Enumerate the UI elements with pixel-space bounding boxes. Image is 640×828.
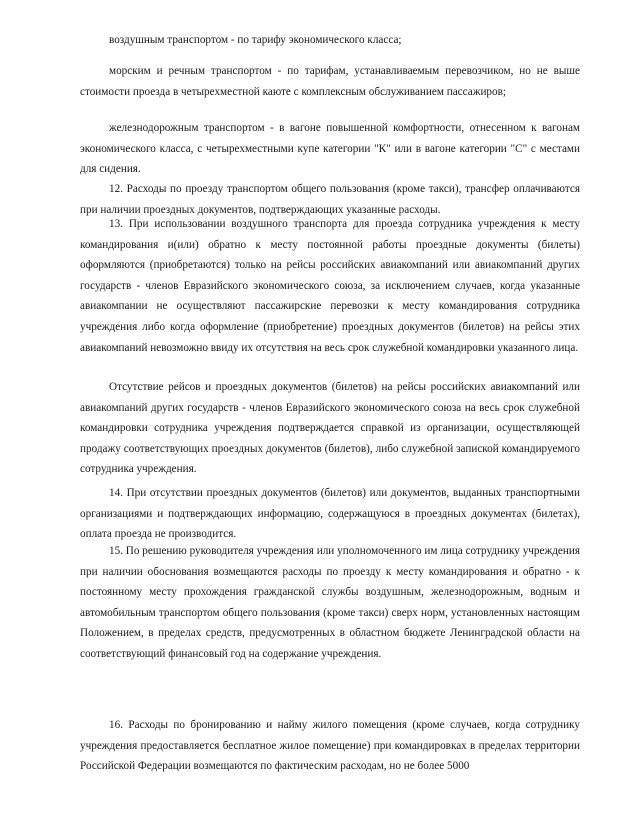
paragraph-item-15: 15. По решению руководителя учреждения или уполномоченного им лица сотруднику учреждения при наличии обоснования возмещаются расходы по проезду к месту командирования и обратно - к постоянному месту прохождения гражданской службы воздушным, железнодорожным, водным и автомобильным транспортом общего пользования (кроме такси) сверх норм, установленных настоящим Положением, в пределах средств, предусмотренных в областном бюджете Ленинградской области на соответствующий финансовый год на содержание учреждения. [80, 545, 580, 660]
paragraph-sea-river-transport: морским и речным транспортом - по тарифам, устанавливаемым перевозчиком, но не выше стоимости проезда в четырехместной каюте с комплексным обслуживанием пассажиров; [80, 65, 580, 98]
paragraph-rail-transport: железнодорожным транспортом - в вагоне повышенной комфортности, отнесенном к вагонам экономического класса, с четырехместными купе категории "К" или в вагоне категории "С" с местами для сидения. [80, 122, 580, 176]
paragraph-item-13: 13. При использовании воздушного транспорта для проезда сотрудника учреждения к месту командирования и(или) обратно к месту постоянной работы проездные документы (билеты) оформляются (приобретаются) только на рейсы российских авиакомпаний или авиакомпаний других государств - членов Евразийского экономического союза, за исключением случаев, когда указанные авиакомпании не осуществляют пассажирские перевозки к месту командирования сотрудника учреждения либо когда оформление (приобретение) проездных документов (билетов) на рейсы этих авиакомпаний невозможно ввиду их отсутствия на весь срок служебной командировки указанного лица. [80, 218, 580, 354]
paragraph-air-transport: воздушным транспортом - по тарифу экономического класса; [109, 34, 402, 46]
paragraph-item-14: 14. При отсутствии проездных документов (билетов) или документов, выданных транспортными организациями и подтверждающих информацию, содержащуюся в проездных документах (билетах), оплата проезда не производится. [80, 487, 580, 541]
paragraph-item-12: 12. Расходы по проезду транспортом общего пользования (кроме такси), трансфер оплачиваются при наличии проездных документов, подтверждающих указанные расходы. [80, 183, 580, 216]
paragraph-item-16: 16. Расходы по бронированию и найму жилого помещения (кроме случаев, когда сотруднику учреждения предоставляется бесплатное жилое помещение) при командировках в пределах территории Российской Федерации возмещаются по фактическим расходам, но не более 5000 [80, 719, 580, 773]
paragraph-item-13-absence: Отсутствие рейсов и проездных документов (билетов) на рейсы российских авиакомпаний или авиакомпаний других государств - членов Евразийского экономического союза на весь срок служебной командировки сотрудника учреждения подтверждается справкой из организации, осуществляющей продажу соответствующих проездных документов (билетов), либо служебной запиской командируемого сотрудника учреждения. [80, 381, 580, 476]
